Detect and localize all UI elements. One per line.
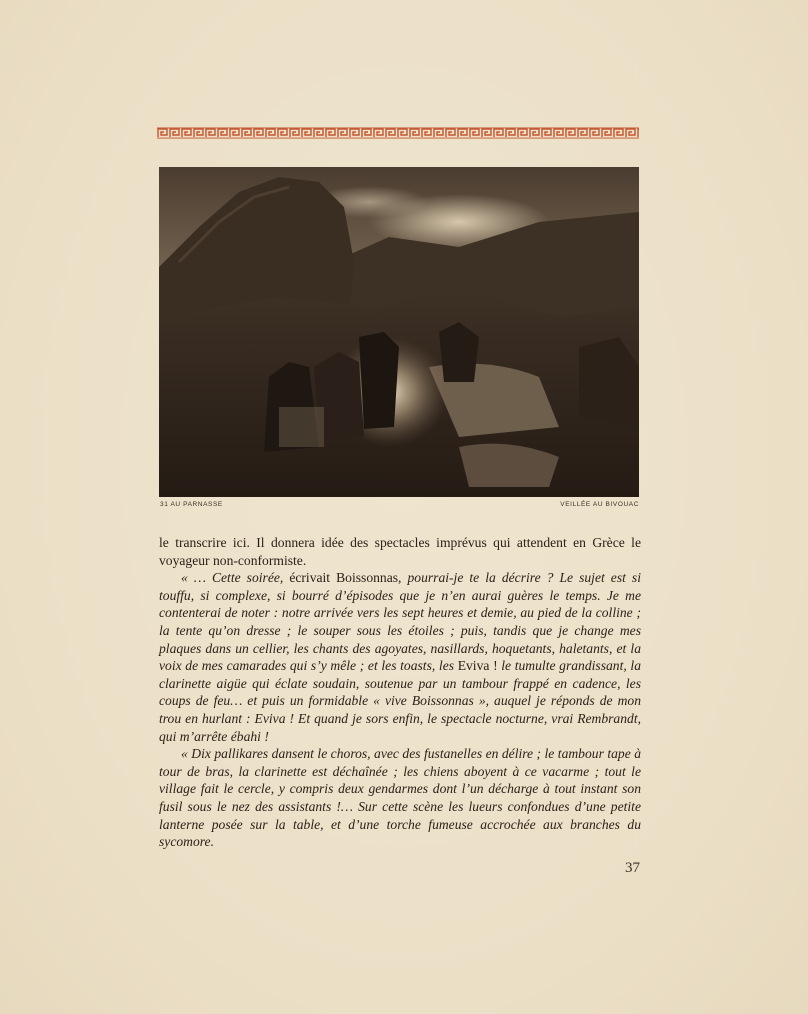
photo-caption-left: 31 AU PARNASSE xyxy=(160,501,223,508)
text-segment: Eviva ! xyxy=(457,658,502,674)
page-number: 37 xyxy=(625,860,640,876)
body-text xyxy=(159,534,641,851)
paragraph xyxy=(159,745,641,851)
text-segment: le tumulte grandissant, la clarinette aigüe qui éclate soudain, soutenue par un tambour frappé en cadence, les coups de feu… et puis un formidable « vive Boissonnas », auquel je réponds de mon trou en hurlant : Eviva ! Et quand je sors enfin, le spectacle nocturne, vrai Rembrandt, qui m’arrête ébahi ! xyxy=(159,658,641,744)
paragraph xyxy=(159,569,641,745)
text-segment: « Dix pallikares dansent le choros, avec des fustanelles en délire ; le tambour tape à tour de bras, la clarinette est déchaînée ; les chiens aboyent à ce vacarme ; tout le village fait le cercle, y compris deux gendarmes dont l’un décharge à tout instant son fusil sous le nez des assistants !… Sur cette scène les lueurs confondues d’une petite lanterne posée sur la table, et d’une torche fumeuse accrochée aux branches du sycomore. xyxy=(159,746,641,850)
greek-key-border xyxy=(157,126,639,138)
photo-caption-right: VEILLÉE AU BIVOUAC xyxy=(560,501,639,508)
paragraph xyxy=(159,534,641,569)
text-segment: le transcrire ici. Il donnera idée des spectacles imprévus qui attendent en Grèce le voyageur non-conformiste. xyxy=(159,535,641,568)
bivouac-photograph xyxy=(159,167,639,497)
text-segment: écrivait Boissonnas, xyxy=(289,570,408,586)
text-segment: pourrai-je te la décrire ? Le sujet est si touffu, si complexe, si bourré d’épisodes que je n’en aurai guères le temps. Je me contenterai de noter : notre arrivée vers les sept heures et demie, au pied de la colline ; la tente qu’on dresse ; le souper sous les étoiles ; puis, tandis que je change mes plaques dans un cellier, les chants des agoyates, nasillards, hoquetants, haletants, et la voix de mes camarades qui s’y mêle ; et les toasts, les xyxy=(159,570,641,674)
text-segment: « … Cette soirée, xyxy=(181,570,290,586)
